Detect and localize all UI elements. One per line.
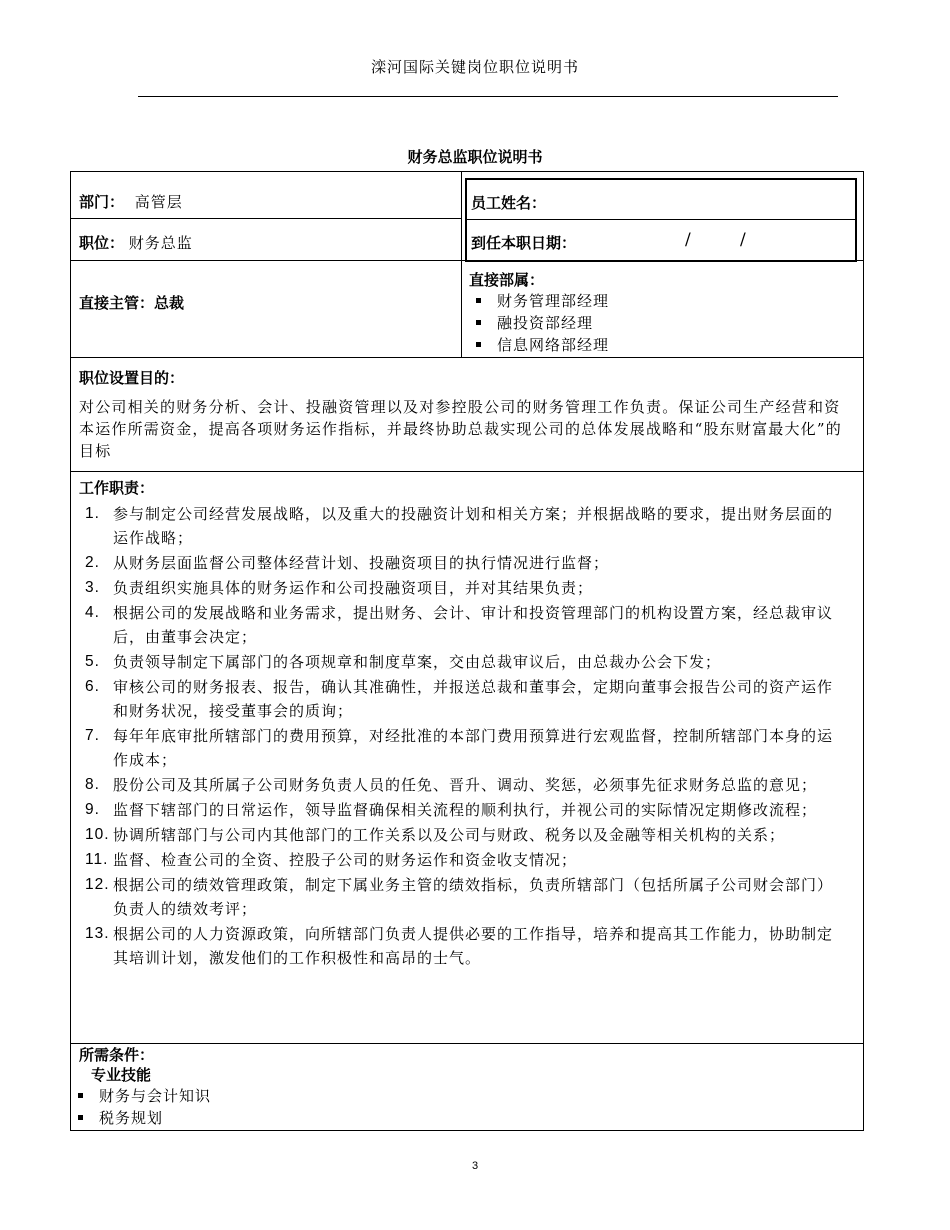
list-item: 12. 根据公司的绩效管理政策，制定下属业务主管的绩效指标，负责所辖部门（包括所属子公司财会部门）负责人的绩效考评； [85, 876, 834, 918]
list-item: 10. 协调所辖部门与公司内其他部门的工作关系以及公司与财政、税务以及金融等相关机构的关系； [85, 826, 786, 844]
supervisor-row [79, 292, 184, 313]
header-divider [138, 96, 838, 97]
list-item: 8. 股份公司及其所属子公司财务负责人员的任免、晋升、调动、奖惩，必须事先征求财务总监的意见； [85, 776, 818, 794]
department-row [79, 191, 183, 212]
employee-box-divider [467, 219, 855, 220]
list-item: 税务规划 [71, 1107, 853, 1129]
purpose-label: 职位设置目的： [79, 369, 185, 387]
subordinates-cell [469, 270, 859, 356]
duties-list [79, 502, 847, 970]
column-divider [461, 172, 462, 357]
requirements-label: 所需条件： [79, 1046, 155, 1064]
list-item: 1. 参与制定公司经营发展战略，以及重大的投融资计划和相关方案；并根据战略的要求，提出财务层面的运作战略； [85, 505, 834, 547]
hire-date-label: 到任本职日期： [471, 234, 577, 252]
subordinates-list [469, 290, 859, 356]
subordinates-label: 直接部属： [469, 271, 545, 289]
supervisor-value: 总裁 [154, 294, 185, 312]
employee-name-label: 员工姓名： [471, 194, 547, 212]
running-header: 滦河国际关键岗位职位说明书 [370, 58, 579, 76]
list-item: 融投资部经理 [469, 312, 859, 334]
list-item: 信息网络部经理 [469, 334, 859, 356]
list-item: 财务管理部经理 [469, 290, 859, 312]
list-item: 9. 监督下辖部门的日常运作，领导监督确保相关流程的顺利执行，并视公司的实际情况定期修改流程； [85, 801, 818, 819]
skills-list [71, 1085, 853, 1129]
department-label: 部门： [79, 193, 125, 211]
list-item: 3. 负责组织实施具体的财务运作和公司投融资项目，并对其结果负责； [85, 579, 594, 597]
purpose-text: 对公司相关的财务分析、会计、投融资管理以及对参控股公司的财务管理工作负责。保证公司生产经营和资本运作所需资金，提高各项财务运作指标，并最终协助总裁实现公司的总体发展战略和“股东财富最大化”的目标 [79, 398, 842, 460]
requirements-section [79, 1045, 853, 1129]
position-row [79, 232, 193, 253]
list-item: 6. 审核公司的财务报表、报告，确认其准确性，并报送总裁和董事会，定期向董事会报告公司的资产运作和财务状况，接受董事会的质询； [85, 678, 834, 720]
page-number: 3 [471, 1160, 479, 1172]
list-item: 13. 根据公司的人力资源政策，向所辖部门负责人提供必要的工作指导，培养和提高其工作能力，协助制定其培训计划，激发他们的工作积极性和高昂的士气。 [85, 925, 834, 967]
supervisor-label: 直接主管： [79, 294, 155, 312]
position-value: 财务总监 [128, 234, 193, 252]
list-item: 7. 每年年底审批所辖部门的费用预算，对经批准的本部门费用预算进行宏观监督，控制所辖部门本身的运作成本； [85, 727, 834, 769]
row-divider-1 [71, 218, 461, 219]
skills-label: 专业技能 [91, 1066, 152, 1084]
row-divider-4 [71, 471, 863, 472]
department-value: 高管层 [134, 193, 183, 211]
document-title: 财务总监职位说明书 [407, 148, 543, 166]
hire-date-separator-1: / [685, 230, 691, 250]
list-item: 11. 监督、检查公司的全资、控股子公司的财务运作和资金收支情况； [85, 851, 578, 869]
list-item: 4. 根据公司的发展战略和业务需求，提出财务、会计、审计和投资管理部门的机构设置方案，经总裁审议后，由董事会决定； [85, 604, 834, 646]
list-item: 5. 负责领导制定下属部门的各项规章和制度草案，交由总裁审议后，由总裁办公会下发； [85, 653, 722, 671]
list-item: 2. 从财务层面监督公司整体经营计划、投融资项目的执行情况进行监督； [85, 554, 610, 572]
row-divider-5 [71, 1043, 863, 1044]
duties-section [79, 478, 847, 971]
row-divider-3 [71, 357, 863, 358]
hire-date-separator-2: / [740, 230, 746, 250]
position-label: 职位： [79, 234, 125, 252]
purpose-section [79, 368, 853, 462]
job-description-table [70, 171, 864, 1131]
duties-label: 工作职责： [79, 479, 155, 497]
list-item: 财务与会计知识 [71, 1085, 853, 1107]
hire-date-row [471, 232, 851, 254]
